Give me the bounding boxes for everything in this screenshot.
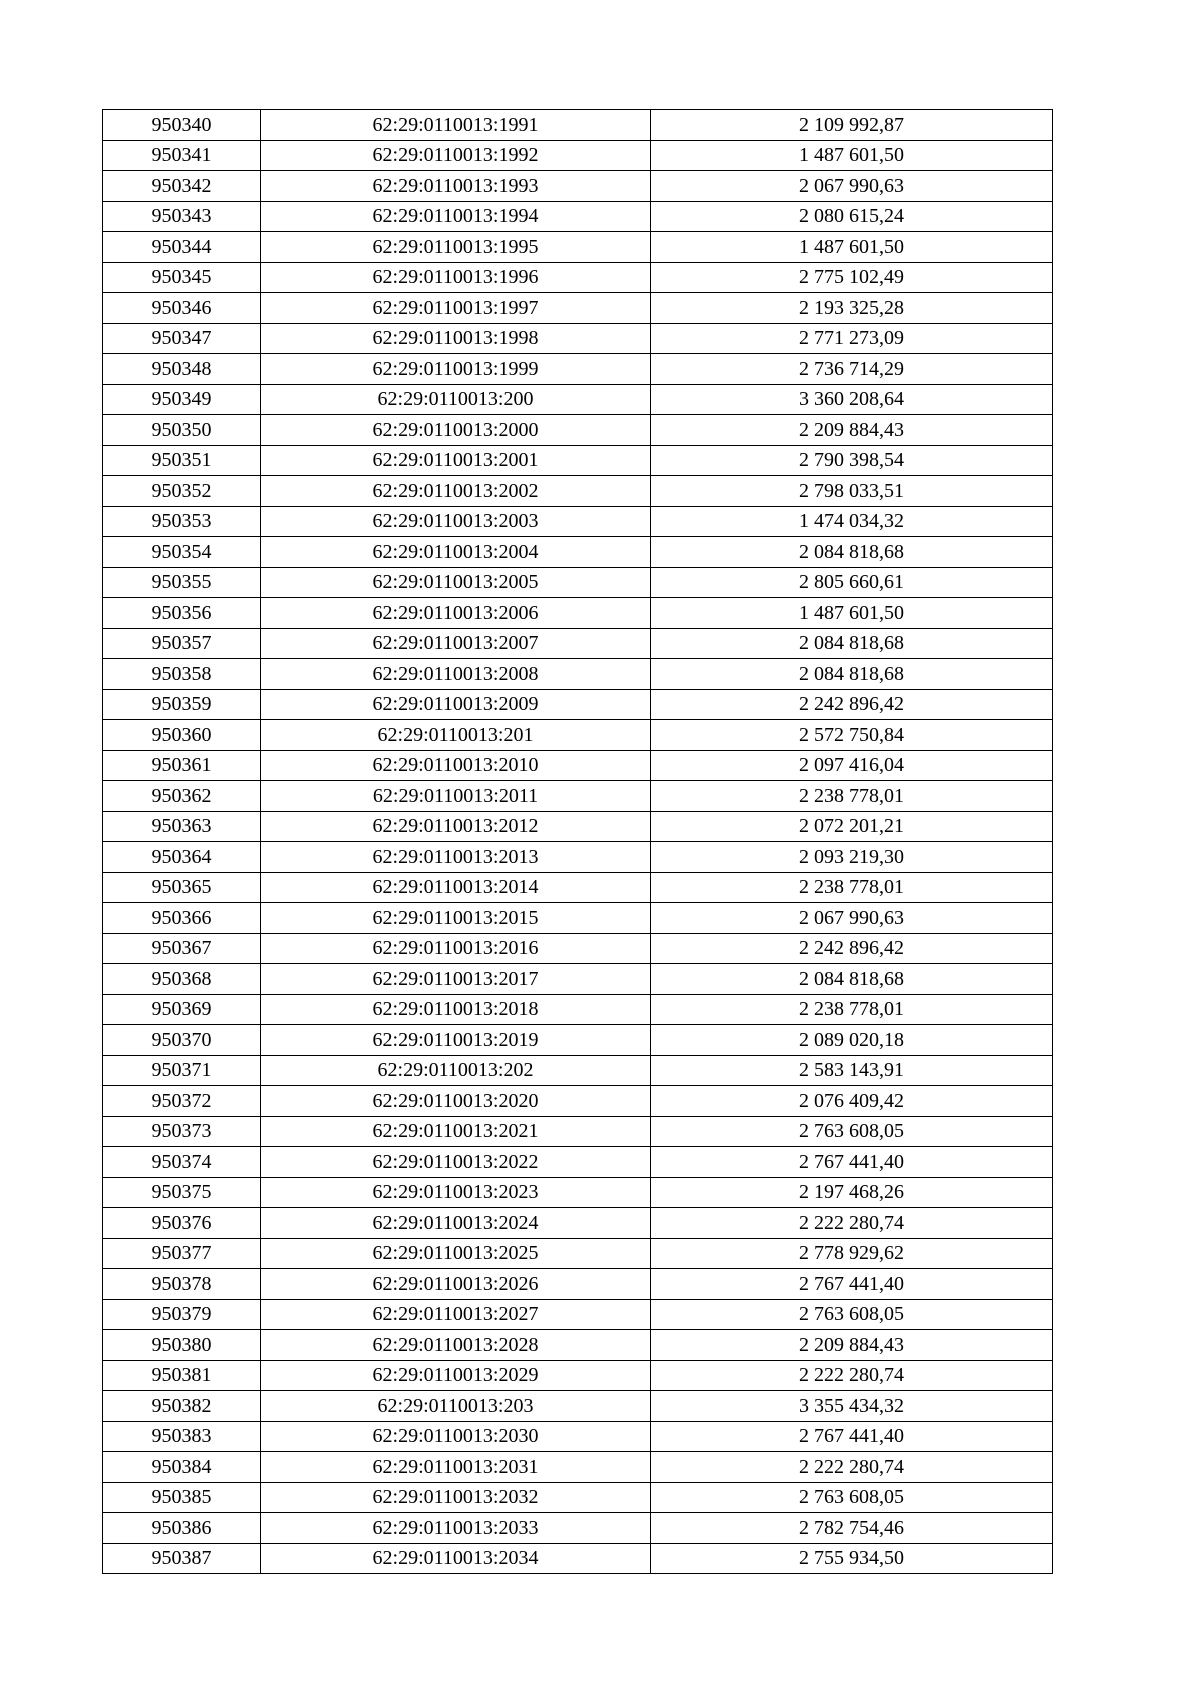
cadastral-value-cell: 2 778 929,62	[651, 1238, 1053, 1269]
cadastral-value-cell: 2 755 934,50	[651, 1543, 1053, 1574]
cadastral-value-cell: 2 583 143,91	[651, 1055, 1053, 1086]
row-number-cell: 950361	[103, 750, 261, 781]
table-row	[103, 476, 1053, 507]
cadastral-number-cell: 62:29:0110013:2021	[261, 1116, 651, 1147]
table-row	[103, 1543, 1053, 1574]
table-row	[103, 293, 1053, 324]
table-row	[103, 1208, 1053, 1239]
cadastral-number-cell: 62:29:0110013:2003	[261, 506, 651, 537]
table-row	[103, 171, 1053, 202]
table-row	[103, 1238, 1053, 1269]
cadastral-number-cell: 62:29:0110013:2026	[261, 1269, 651, 1300]
cadastral-number-cell: 62:29:0110013:1999	[261, 354, 651, 385]
row-number-cell: 950367	[103, 933, 261, 964]
row-number-cell: 950366	[103, 903, 261, 934]
row-number-cell: 950384	[103, 1452, 261, 1483]
table-row	[103, 1055, 1053, 1086]
cadastral-number-cell: 62:29:0110013:2002	[261, 476, 651, 507]
table-row	[103, 1482, 1053, 1513]
cadastral-number-cell: 62:29:0110013:2013	[261, 842, 651, 873]
row-number-cell: 950369	[103, 994, 261, 1025]
row-number-cell: 950385	[103, 1482, 261, 1513]
row-number-cell: 950350	[103, 415, 261, 446]
table-row	[103, 201, 1053, 232]
row-number-cell: 950387	[103, 1543, 261, 1574]
cadastral-value-cell: 2 097 416,04	[651, 750, 1053, 781]
table-row	[103, 1330, 1053, 1361]
cadastral-value-cell: 2 763 608,05	[651, 1116, 1053, 1147]
row-number-cell: 950380	[103, 1330, 261, 1361]
table-row	[103, 232, 1053, 263]
cadastral-number-cell: 62:29:0110013:1993	[261, 171, 651, 202]
cadastral-number-cell: 62:29:0110013:2012	[261, 811, 651, 842]
cadastral-value-cell: 2 072 201,21	[651, 811, 1053, 842]
table-row	[103, 1360, 1053, 1391]
cadastral-value-cell: 1 487 601,50	[651, 232, 1053, 263]
table-row	[103, 1147, 1053, 1178]
table-row	[103, 1086, 1053, 1117]
cadastral-value-cell: 1 487 601,50	[651, 598, 1053, 629]
cadastral-number-cell: 62:29:0110013:2018	[261, 994, 651, 1025]
table-row	[103, 994, 1053, 1025]
row-number-cell: 950349	[103, 384, 261, 415]
row-number-cell: 950386	[103, 1513, 261, 1544]
table-row	[103, 323, 1053, 354]
cadastral-value-cell: 3 360 208,64	[651, 384, 1053, 415]
cadastral-number-cell: 62:29:0110013:2033	[261, 1513, 651, 1544]
cadastral-value-cell: 2 222 280,74	[651, 1360, 1053, 1391]
row-number-cell: 950377	[103, 1238, 261, 1269]
row-number-cell: 950344	[103, 232, 261, 263]
cadastral-number-cell: 62:29:0110013:2031	[261, 1452, 651, 1483]
table-row	[103, 1269, 1053, 1300]
cadastral-number-cell: 62:29:0110013:2011	[261, 781, 651, 812]
cadastral-number-cell: 62:29:0110013:2009	[261, 689, 651, 720]
cadastral-number-cell: 62:29:0110013:2028	[261, 1330, 651, 1361]
table-row	[103, 659, 1053, 690]
cadastral-value-cell: 3 355 434,32	[651, 1391, 1053, 1422]
cadastral-number-cell: 62:29:0110013:1998	[261, 323, 651, 354]
cadastral-value-cell: 2 238 778,01	[651, 781, 1053, 812]
row-number-cell: 950382	[103, 1391, 261, 1422]
row-number-cell: 950345	[103, 262, 261, 293]
row-number-cell: 950340	[103, 110, 261, 141]
table-row	[103, 1391, 1053, 1422]
row-number-cell: 950352	[103, 476, 261, 507]
table-row	[103, 110, 1053, 141]
cadastral-number-cell: 62:29:0110013:1992	[261, 140, 651, 171]
cadastral-value-cell: 2 782 754,46	[651, 1513, 1053, 1544]
cadastral-value-cell: 2 763 608,05	[651, 1299, 1053, 1330]
row-number-cell: 950378	[103, 1269, 261, 1300]
cadastral-number-cell: 62:29:0110013:2017	[261, 964, 651, 995]
table-row	[103, 598, 1053, 629]
cadastral-value-cell: 2 767 441,40	[651, 1147, 1053, 1178]
row-number-cell: 950379	[103, 1299, 261, 1330]
row-number-cell: 950362	[103, 781, 261, 812]
cadastral-value-cell: 2 076 409,42	[651, 1086, 1053, 1117]
cadastral-number-cell: 62:29:0110013:2016	[261, 933, 651, 964]
table-row	[103, 1513, 1053, 1544]
cadastral-number-cell: 62:29:0110013:2004	[261, 537, 651, 568]
cadastral-value-cell: 2 089 020,18	[651, 1025, 1053, 1056]
table-row	[103, 1421, 1053, 1452]
table-row	[103, 384, 1053, 415]
cadastral-value-cell: 2 222 280,74	[651, 1452, 1053, 1483]
cadastral-number-cell: 62:29:0110013:1997	[261, 293, 651, 324]
row-number-cell: 950368	[103, 964, 261, 995]
row-number-cell: 950358	[103, 659, 261, 690]
cadastral-value-cell: 2 084 818,68	[651, 537, 1053, 568]
cadastral-value-cell: 2 798 033,51	[651, 476, 1053, 507]
cadastral-number-cell: 62:29:0110013:2015	[261, 903, 651, 934]
cadastral-number-cell: 62:29:0110013:2007	[261, 628, 651, 659]
cadastral-value-cell: 2 084 818,68	[651, 628, 1053, 659]
cadastral-value-cell: 2 771 273,09	[651, 323, 1053, 354]
table-row	[103, 140, 1053, 171]
cadastral-number-cell: 62:29:0110013:2000	[261, 415, 651, 446]
cadastral-value-cell: 2 763 608,05	[651, 1482, 1053, 1513]
cadastral-number-cell: 62:29:0110013:1996	[261, 262, 651, 293]
row-number-cell: 950343	[103, 201, 261, 232]
table-row	[103, 933, 1053, 964]
cadastral-value-cell: 2 242 896,42	[651, 933, 1053, 964]
cadastral-number-cell: 62:29:0110013:2010	[261, 750, 651, 781]
cadastral-number-cell: 62:29:0110013:2006	[261, 598, 651, 629]
cadastral-number-cell: 62:29:0110013:2025	[261, 1238, 651, 1269]
row-number-cell: 950342	[103, 171, 261, 202]
cadastral-value-cell: 2 084 818,68	[651, 964, 1053, 995]
cadastral-number-cell: 62:29:0110013:2034	[261, 1543, 651, 1574]
row-number-cell: 950356	[103, 598, 261, 629]
cadastral-value-cell: 2 805 660,61	[651, 567, 1053, 598]
cadastral-number-cell: 62:29:0110013:2024	[261, 1208, 651, 1239]
table-row	[103, 1299, 1053, 1330]
row-number-cell: 950347	[103, 323, 261, 354]
cadastral-value-cell: 2 080 615,24	[651, 201, 1053, 232]
cadastral-value-cell: 2 093 219,30	[651, 842, 1053, 873]
cadastral-value-cell: 2 572 750,84	[651, 720, 1053, 751]
cadastral-number-cell: 62:29:0110013:2020	[261, 1086, 651, 1117]
cadastral-value-cell: 2 067 990,63	[651, 903, 1053, 934]
row-number-cell: 950355	[103, 567, 261, 598]
cadastral-value-cell: 2 222 280,74	[651, 1208, 1053, 1239]
cadastral-value-table	[102, 109, 1053, 1574]
cadastral-value-cell: 2 109 992,87	[651, 110, 1053, 141]
cadastral-value-cell: 2 775 102,49	[651, 262, 1053, 293]
cadastral-number-cell: 62:29:0110013:2030	[261, 1421, 651, 1452]
table-row	[103, 1025, 1053, 1056]
row-number-cell: 950371	[103, 1055, 261, 1086]
cadastral-number-cell: 62:29:0110013:2008	[261, 659, 651, 690]
cadastral-number-cell: 62:29:0110013:2022	[261, 1147, 651, 1178]
table-row	[103, 354, 1053, 385]
cadastral-number-cell: 62:29:0110013:1991	[261, 110, 651, 141]
row-number-cell: 950351	[103, 445, 261, 476]
cadastral-number-cell: 62:29:0110013:201	[261, 720, 651, 751]
table-row	[103, 567, 1053, 598]
row-number-cell: 950376	[103, 1208, 261, 1239]
table-row	[103, 842, 1053, 873]
table-row	[103, 415, 1053, 446]
row-number-cell: 950348	[103, 354, 261, 385]
cadastral-number-cell: 62:29:0110013:1995	[261, 232, 651, 263]
cadastral-number-cell: 62:29:0110013:2029	[261, 1360, 651, 1391]
cadastral-value-cell: 2 193 325,28	[651, 293, 1053, 324]
row-number-cell: 950372	[103, 1086, 261, 1117]
cadastral-value-cell: 2 736 714,29	[651, 354, 1053, 385]
cadastral-number-cell: 62:29:0110013:2001	[261, 445, 651, 476]
table-row	[103, 1116, 1053, 1147]
table-row	[103, 811, 1053, 842]
row-number-cell: 950354	[103, 537, 261, 568]
row-number-cell: 950383	[103, 1421, 261, 1452]
row-number-cell: 950360	[103, 720, 261, 751]
table-row	[103, 445, 1053, 476]
row-number-cell: 950373	[103, 1116, 261, 1147]
cadastral-value-cell: 2 084 818,68	[651, 659, 1053, 690]
cadastral-value-cell: 2 790 398,54	[651, 445, 1053, 476]
cadastral-number-cell: 62:29:0110013:2023	[261, 1177, 651, 1208]
cadastral-value-cell: 2 242 896,42	[651, 689, 1053, 720]
table-row	[103, 506, 1053, 537]
table-row	[103, 537, 1053, 568]
cadastral-number-cell: 62:29:0110013:1994	[261, 201, 651, 232]
cadastral-value-cell: 1 474 034,32	[651, 506, 1053, 537]
table-row	[103, 628, 1053, 659]
cadastral-value-cell: 1 487 601,50	[651, 140, 1053, 171]
table-row	[103, 781, 1053, 812]
cadastral-number-cell: 62:29:0110013:200	[261, 384, 651, 415]
row-number-cell: 950341	[103, 140, 261, 171]
cadastral-value-cell: 2 238 778,01	[651, 872, 1053, 903]
cadastral-value-cell: 2 767 441,40	[651, 1421, 1053, 1452]
cadastral-value-cell: 2 767 441,40	[651, 1269, 1053, 1300]
table-row	[103, 689, 1053, 720]
cadastral-value-cell: 2 238 778,01	[651, 994, 1053, 1025]
cadastral-number-cell: 62:29:0110013:2014	[261, 872, 651, 903]
row-number-cell: 950353	[103, 506, 261, 537]
cadastral-number-cell: 62:29:0110013:2005	[261, 567, 651, 598]
table-row	[103, 750, 1053, 781]
row-number-cell: 950374	[103, 1147, 261, 1178]
table-row	[103, 720, 1053, 751]
table-row	[103, 872, 1053, 903]
row-number-cell: 950365	[103, 872, 261, 903]
table-row	[103, 1177, 1053, 1208]
cadastral-value-cell: 2 209 884,43	[651, 1330, 1053, 1361]
row-number-cell: 950364	[103, 842, 261, 873]
cadastral-value-cell: 2 209 884,43	[651, 415, 1053, 446]
table-row	[103, 964, 1053, 995]
row-number-cell: 950359	[103, 689, 261, 720]
row-number-cell: 950375	[103, 1177, 261, 1208]
row-number-cell: 950381	[103, 1360, 261, 1391]
row-number-cell: 950363	[103, 811, 261, 842]
table-row	[103, 1452, 1053, 1483]
table-row	[103, 903, 1053, 934]
table-row	[103, 262, 1053, 293]
cadastral-number-cell: 62:29:0110013:2032	[261, 1482, 651, 1513]
cadastral-number-cell: 62:29:0110013:2019	[261, 1025, 651, 1056]
cadastral-number-cell: 62:29:0110013:2027	[261, 1299, 651, 1330]
cadastral-number-cell: 62:29:0110013:202	[261, 1055, 651, 1086]
cadastral-value-cell: 2 197 468,26	[651, 1177, 1053, 1208]
row-number-cell: 950346	[103, 293, 261, 324]
row-number-cell: 950357	[103, 628, 261, 659]
cadastral-number-cell: 62:29:0110013:203	[261, 1391, 651, 1422]
table-body	[103, 110, 1053, 1574]
cadastral-value-cell: 2 067 990,63	[651, 171, 1053, 202]
row-number-cell: 950370	[103, 1025, 261, 1056]
